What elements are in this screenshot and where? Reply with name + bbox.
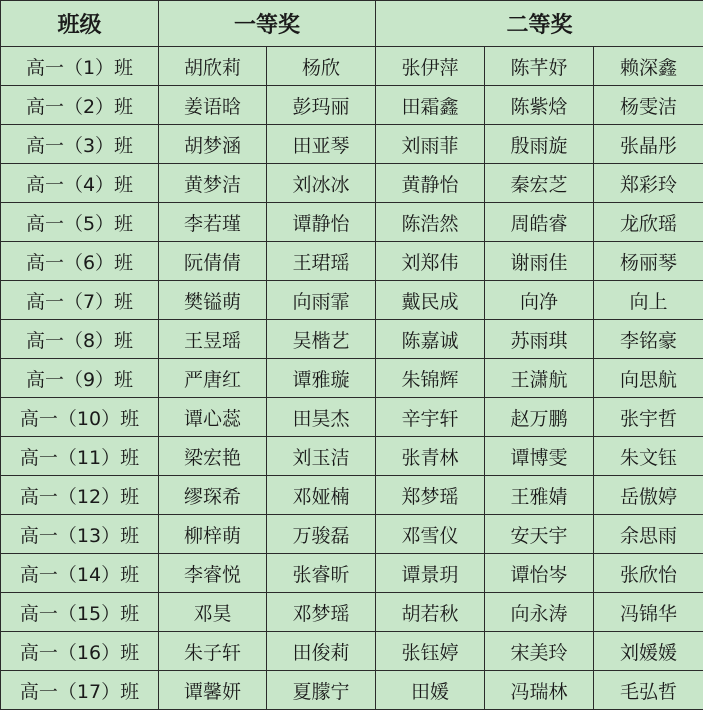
first-prize-cell: 谭雅璇 (267, 359, 376, 398)
first-prize-cell: 柳梓萌 (159, 515, 267, 554)
second-prize-cell: 向净 (485, 281, 594, 320)
class-cell: 高一（4）班 (1, 164, 159, 203)
second-prize-cell: 李铭豪 (594, 320, 703, 359)
table-row (1, 398, 703, 437)
second-prize-cell: 谭博雯 (485, 437, 594, 476)
first-prize-cell: 王昱瑶 (159, 320, 267, 359)
second-prize-cell: 赵万鹏 (485, 398, 594, 437)
second-prize-cell: 田媛 (376, 671, 485, 710)
header-class: 班级 (1, 1, 159, 47)
second-prize-cell: 谭怡岑 (485, 554, 594, 593)
first-prize-cell: 张睿昕 (267, 554, 376, 593)
table-row (1, 320, 703, 359)
table-row (1, 47, 703, 86)
second-prize-cell: 陈嘉诚 (376, 320, 485, 359)
second-prize-cell: 周皓睿 (485, 203, 594, 242)
first-prize-cell: 王珺瑶 (267, 242, 376, 281)
second-prize-cell: 戴民成 (376, 281, 485, 320)
header-first-prize: 一等奖 (159, 1, 376, 47)
class-cell: 高一（12）班 (1, 476, 159, 515)
header-second-prize: 二等奖 (376, 1, 703, 47)
table-row (1, 632, 703, 671)
second-prize-cell: 冯瑞林 (485, 671, 594, 710)
first-prize-cell: 田昊杰 (267, 398, 376, 437)
table-row (1, 242, 703, 281)
second-prize-cell: 张钰婷 (376, 632, 485, 671)
class-cell: 高一（15）班 (1, 593, 159, 632)
second-prize-cell: 郑梦瑶 (376, 476, 485, 515)
class-cell: 高一（8）班 (1, 320, 159, 359)
second-prize-cell: 毛弘哲 (594, 671, 703, 710)
class-cell: 高一（7）班 (1, 281, 159, 320)
table-row (1, 515, 703, 554)
first-prize-cell: 朱子轩 (159, 632, 267, 671)
table-row (1, 125, 703, 164)
first-prize-cell: 梁宏艳 (159, 437, 267, 476)
second-prize-cell: 冯锦华 (594, 593, 703, 632)
table-row (1, 593, 703, 632)
first-prize-cell: 刘冰冰 (267, 164, 376, 203)
second-prize-cell: 杨雯洁 (594, 86, 703, 125)
second-prize-cell: 辛宇轩 (376, 398, 485, 437)
class-cell: 高一（9）班 (1, 359, 159, 398)
first-prize-cell: 缪琛希 (159, 476, 267, 515)
table-row (1, 671, 703, 710)
second-prize-cell: 龙欣瑶 (594, 203, 703, 242)
second-prize-cell: 王潇航 (485, 359, 594, 398)
second-prize-cell: 向上 (594, 281, 703, 320)
table-row (1, 203, 703, 242)
class-cell: 高一（14）班 (1, 554, 159, 593)
class-cell: 高一（16）班 (1, 632, 159, 671)
first-prize-cell: 万骏磊 (267, 515, 376, 554)
second-prize-cell: 张宇哲 (594, 398, 703, 437)
second-prize-cell: 朱文钰 (594, 437, 703, 476)
table-row (1, 86, 703, 125)
class-cell: 高一（13）班 (1, 515, 159, 554)
first-prize-cell: 邓娅楠 (267, 476, 376, 515)
first-prize-cell: 严唐红 (159, 359, 267, 398)
table-row (1, 281, 703, 320)
second-prize-cell: 宋美玲 (485, 632, 594, 671)
second-prize-cell: 陈紫焓 (485, 86, 594, 125)
class-cell: 高一（11）班 (1, 437, 159, 476)
second-prize-cell: 朱锦辉 (376, 359, 485, 398)
second-prize-cell: 张欣怡 (594, 554, 703, 593)
first-prize-cell: 田亚琴 (267, 125, 376, 164)
second-prize-cell: 殷雨旋 (485, 125, 594, 164)
first-prize-cell: 胡梦涵 (159, 125, 267, 164)
second-prize-cell: 杨丽琴 (594, 242, 703, 281)
first-prize-cell: 彭玛丽 (267, 86, 376, 125)
first-prize-cell: 谭静怡 (267, 203, 376, 242)
second-prize-cell: 张晶彤 (594, 125, 703, 164)
table-row (1, 164, 703, 203)
second-prize-cell: 刘郑伟 (376, 242, 485, 281)
first-prize-cell: 谭心蕊 (159, 398, 267, 437)
class-cell: 高一（2）班 (1, 86, 159, 125)
first-prize-cell: 阮倩倩 (159, 242, 267, 281)
second-prize-cell: 刘雨菲 (376, 125, 485, 164)
first-prize-cell: 李睿悦 (159, 554, 267, 593)
second-prize-cell: 安天宇 (485, 515, 594, 554)
second-prize-cell: 张伊萍 (376, 47, 485, 86)
first-prize-cell: 吴楷艺 (267, 320, 376, 359)
table-row (1, 554, 703, 593)
second-prize-cell: 陈芊妤 (485, 47, 594, 86)
first-prize-cell: 樊镒萌 (159, 281, 267, 320)
first-prize-cell: 胡欣莉 (159, 47, 267, 86)
second-prize-cell: 王雅婧 (485, 476, 594, 515)
second-prize-cell: 赖深鑫 (594, 47, 703, 86)
first-prize-cell: 李若瑾 (159, 203, 267, 242)
second-prize-cell: 陈浩然 (376, 203, 485, 242)
table-body (1, 47, 703, 710)
first-prize-cell: 夏朦宁 (267, 671, 376, 710)
class-cell: 高一（6）班 (1, 242, 159, 281)
header-row (1, 1, 703, 47)
class-cell: 高一（17）班 (1, 671, 159, 710)
first-prize-cell: 黄梦洁 (159, 164, 267, 203)
second-prize-cell: 谭景玥 (376, 554, 485, 593)
second-prize-cell: 田霜鑫 (376, 86, 485, 125)
table-header (1, 1, 703, 47)
first-prize-cell: 姜语晗 (159, 86, 267, 125)
first-prize-cell: 谭馨妍 (159, 671, 267, 710)
class-cell: 高一（5）班 (1, 203, 159, 242)
first-prize-cell: 邓梦瑶 (267, 593, 376, 632)
first-prize-cell: 田俊莉 (267, 632, 376, 671)
second-prize-cell: 刘媛媛 (594, 632, 703, 671)
table-row (1, 359, 703, 398)
second-prize-cell: 向永涛 (485, 593, 594, 632)
first-prize-cell: 邓昊 (159, 593, 267, 632)
second-prize-cell: 邓雪仪 (376, 515, 485, 554)
table-row (1, 437, 703, 476)
class-cell: 高一（10）班 (1, 398, 159, 437)
second-prize-cell: 苏雨琪 (485, 320, 594, 359)
table-row (1, 476, 703, 515)
first-prize-cell: 向雨霏 (267, 281, 376, 320)
second-prize-cell: 岳傲婷 (594, 476, 703, 515)
first-prize-cell: 杨欣 (267, 47, 376, 86)
second-prize-cell: 胡若秋 (376, 593, 485, 632)
second-prize-cell: 黄静怡 (376, 164, 485, 203)
first-prize-cell: 刘玉洁 (267, 437, 376, 476)
second-prize-cell: 郑彩玲 (594, 164, 703, 203)
second-prize-cell: 秦宏芝 (485, 164, 594, 203)
second-prize-cell: 余思雨 (594, 515, 703, 554)
class-cell: 高一（1）班 (1, 47, 159, 86)
second-prize-cell: 谢雨佳 (485, 242, 594, 281)
second-prize-cell: 向思航 (594, 359, 703, 398)
second-prize-cell: 张青林 (376, 437, 485, 476)
class-cell: 高一（3）班 (1, 125, 159, 164)
